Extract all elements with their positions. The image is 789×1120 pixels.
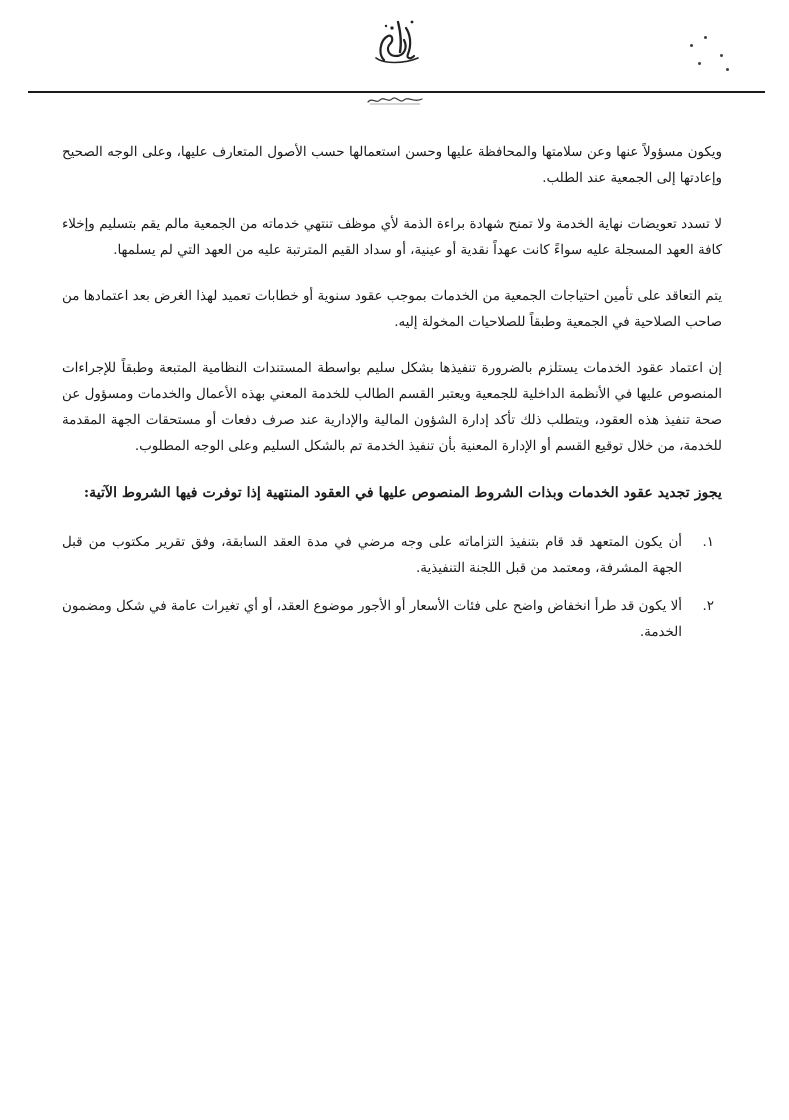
list-item-number: ١. [702,535,714,550]
list-item-text: أن يكون المتعهد قد قام بتنفيذ التزاماته على وجه مرضي في مدة العقد السابقة، وفق تقرير مكتوب من قبل الجهة المشرفة، ومعتمد من قبل اللجنة التنفيذية. [62,535,682,576]
list-item-text: ألا يكون قد طرأ انخفاض واضح على فئات الأسعار أو الأجور موضوع العقد، أو أي تغيرات عامة في شكل ومضمون الخدمة. [62,599,682,640]
paragraph: يتم التعاقد على تأمين احتياجات الجمعية من الخدمات بموجب عقود سنوية أو خطابات تعميد لهذا الغرض بعد اعتمادها من صاحب الصلاحية في الجمعية وطبقاً للصلاحيات المخولة إليه. [62,289,722,330]
paragraph: ويكون مسؤولاً عنها وعن سلامتها والمحافظة عليها وحسن استعمالها حسب الأصول المتعارف عليها، وعلى الوجه الصحيح وإعادتها إلى الجمعية عند الطلب. [62,145,722,186]
list-item-number: ٢. [702,599,714,614]
paragraph: إن اعتماد عقود الخدمات يستلزم بالضرورة تنفيذها بشكل سليم بواسطة المستندات النظامية المتبعة وطبقاً للإجراءات المنصوص عليها في الأنظمة الداخلية للجمعية ويعتبر القسم الطالب للخدمة المعني بهذه الأعمال والخدمات ومسؤول عن صحة تنفيذ هذه العقود، ويتطلب ذلك تأكد إدارة الشؤون المالية والإدارية عند صرف دفعات أو مستحقات الجهة المقدمة للخدمة، من خلال توقيع القسم أو الإدارة المعنية بأن تنفيذ الخدمة تم بالشكل السليم وعلى الوجه المطلوب. [62,361,722,454]
logo-caption-script [364,72,426,128]
scan-speckle-marks [682,28,742,84]
list-item [62,594,722,646]
organization-logo [364,14,426,84]
section-heading: يجوز تجديد عقود الخدمات وبذات الشروط المنصوص عليها في العقود المنتهية إذا توفرت فيها الشروط الآتية: [83,485,722,501]
list-item [62,530,722,582]
calligraphy-logo-icon [364,14,426,70]
header-divider [28,91,765,93]
paragraph: لا تسدد تعويضات نهاية الخدمة ولا تمنح شهادة براءة الذمة لأي موظف تنتهي خدماته من الجمعية مالم يقم بتسليم وإخلاء كافة العهد المسجلة عليه سواءً كانت عهداً نقدية أو عينية، أو سداد القيم المترتبة عليه من العهد التي لم يسلمها. [62,217,722,258]
document-body [62,140,722,658]
